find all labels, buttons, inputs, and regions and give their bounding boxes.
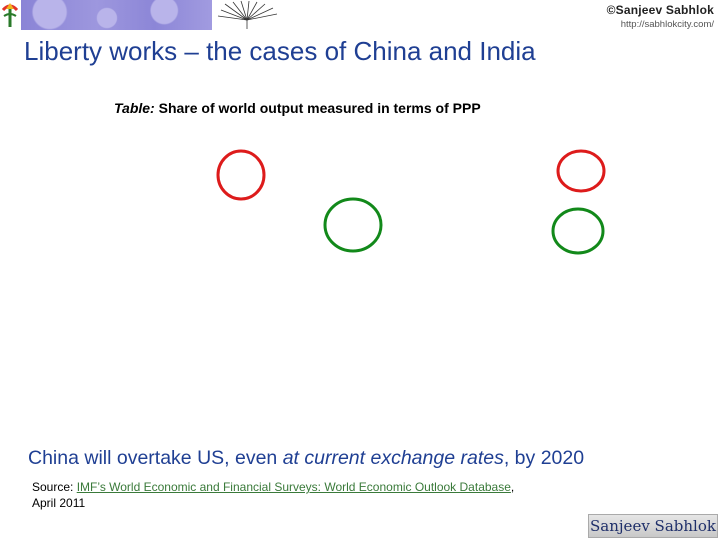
headline-part2: , by 2020 (503, 447, 585, 469)
red-highlight-circle (558, 151, 604, 191)
source-note (32, 479, 632, 511)
copyright-url[interactable]: http://sabhlokcity.com/ (620, 19, 714, 30)
green-highlight-circle (553, 209, 603, 253)
headline (28, 447, 584, 470)
headline-part1: China will overtake US, even (28, 447, 283, 469)
headline-emphasis: at current exchange rates (282, 447, 504, 469)
green-highlight-circle (325, 199, 381, 251)
source-date: April 2011 (32, 496, 86, 510)
red-highlight-circle (218, 151, 264, 199)
copyright-name: ©Sanjeev Sabhlok (606, 3, 714, 17)
source-link[interactable]: IMF’s World Economic and Financial Surveys: World Economic Outlook Database (76, 480, 511, 494)
table-caption-lead: Table: (114, 100, 155, 116)
table-caption-text: Share of world output measured in terms of PPP (154, 100, 481, 116)
footer-brand-logo: Sanjeev Sabhlok (588, 514, 718, 538)
slide-title: Liberty works – the cases of China and India (24, 36, 536, 66)
source-after-link: , (510, 480, 515, 494)
source-label: Source: (32, 480, 77, 494)
